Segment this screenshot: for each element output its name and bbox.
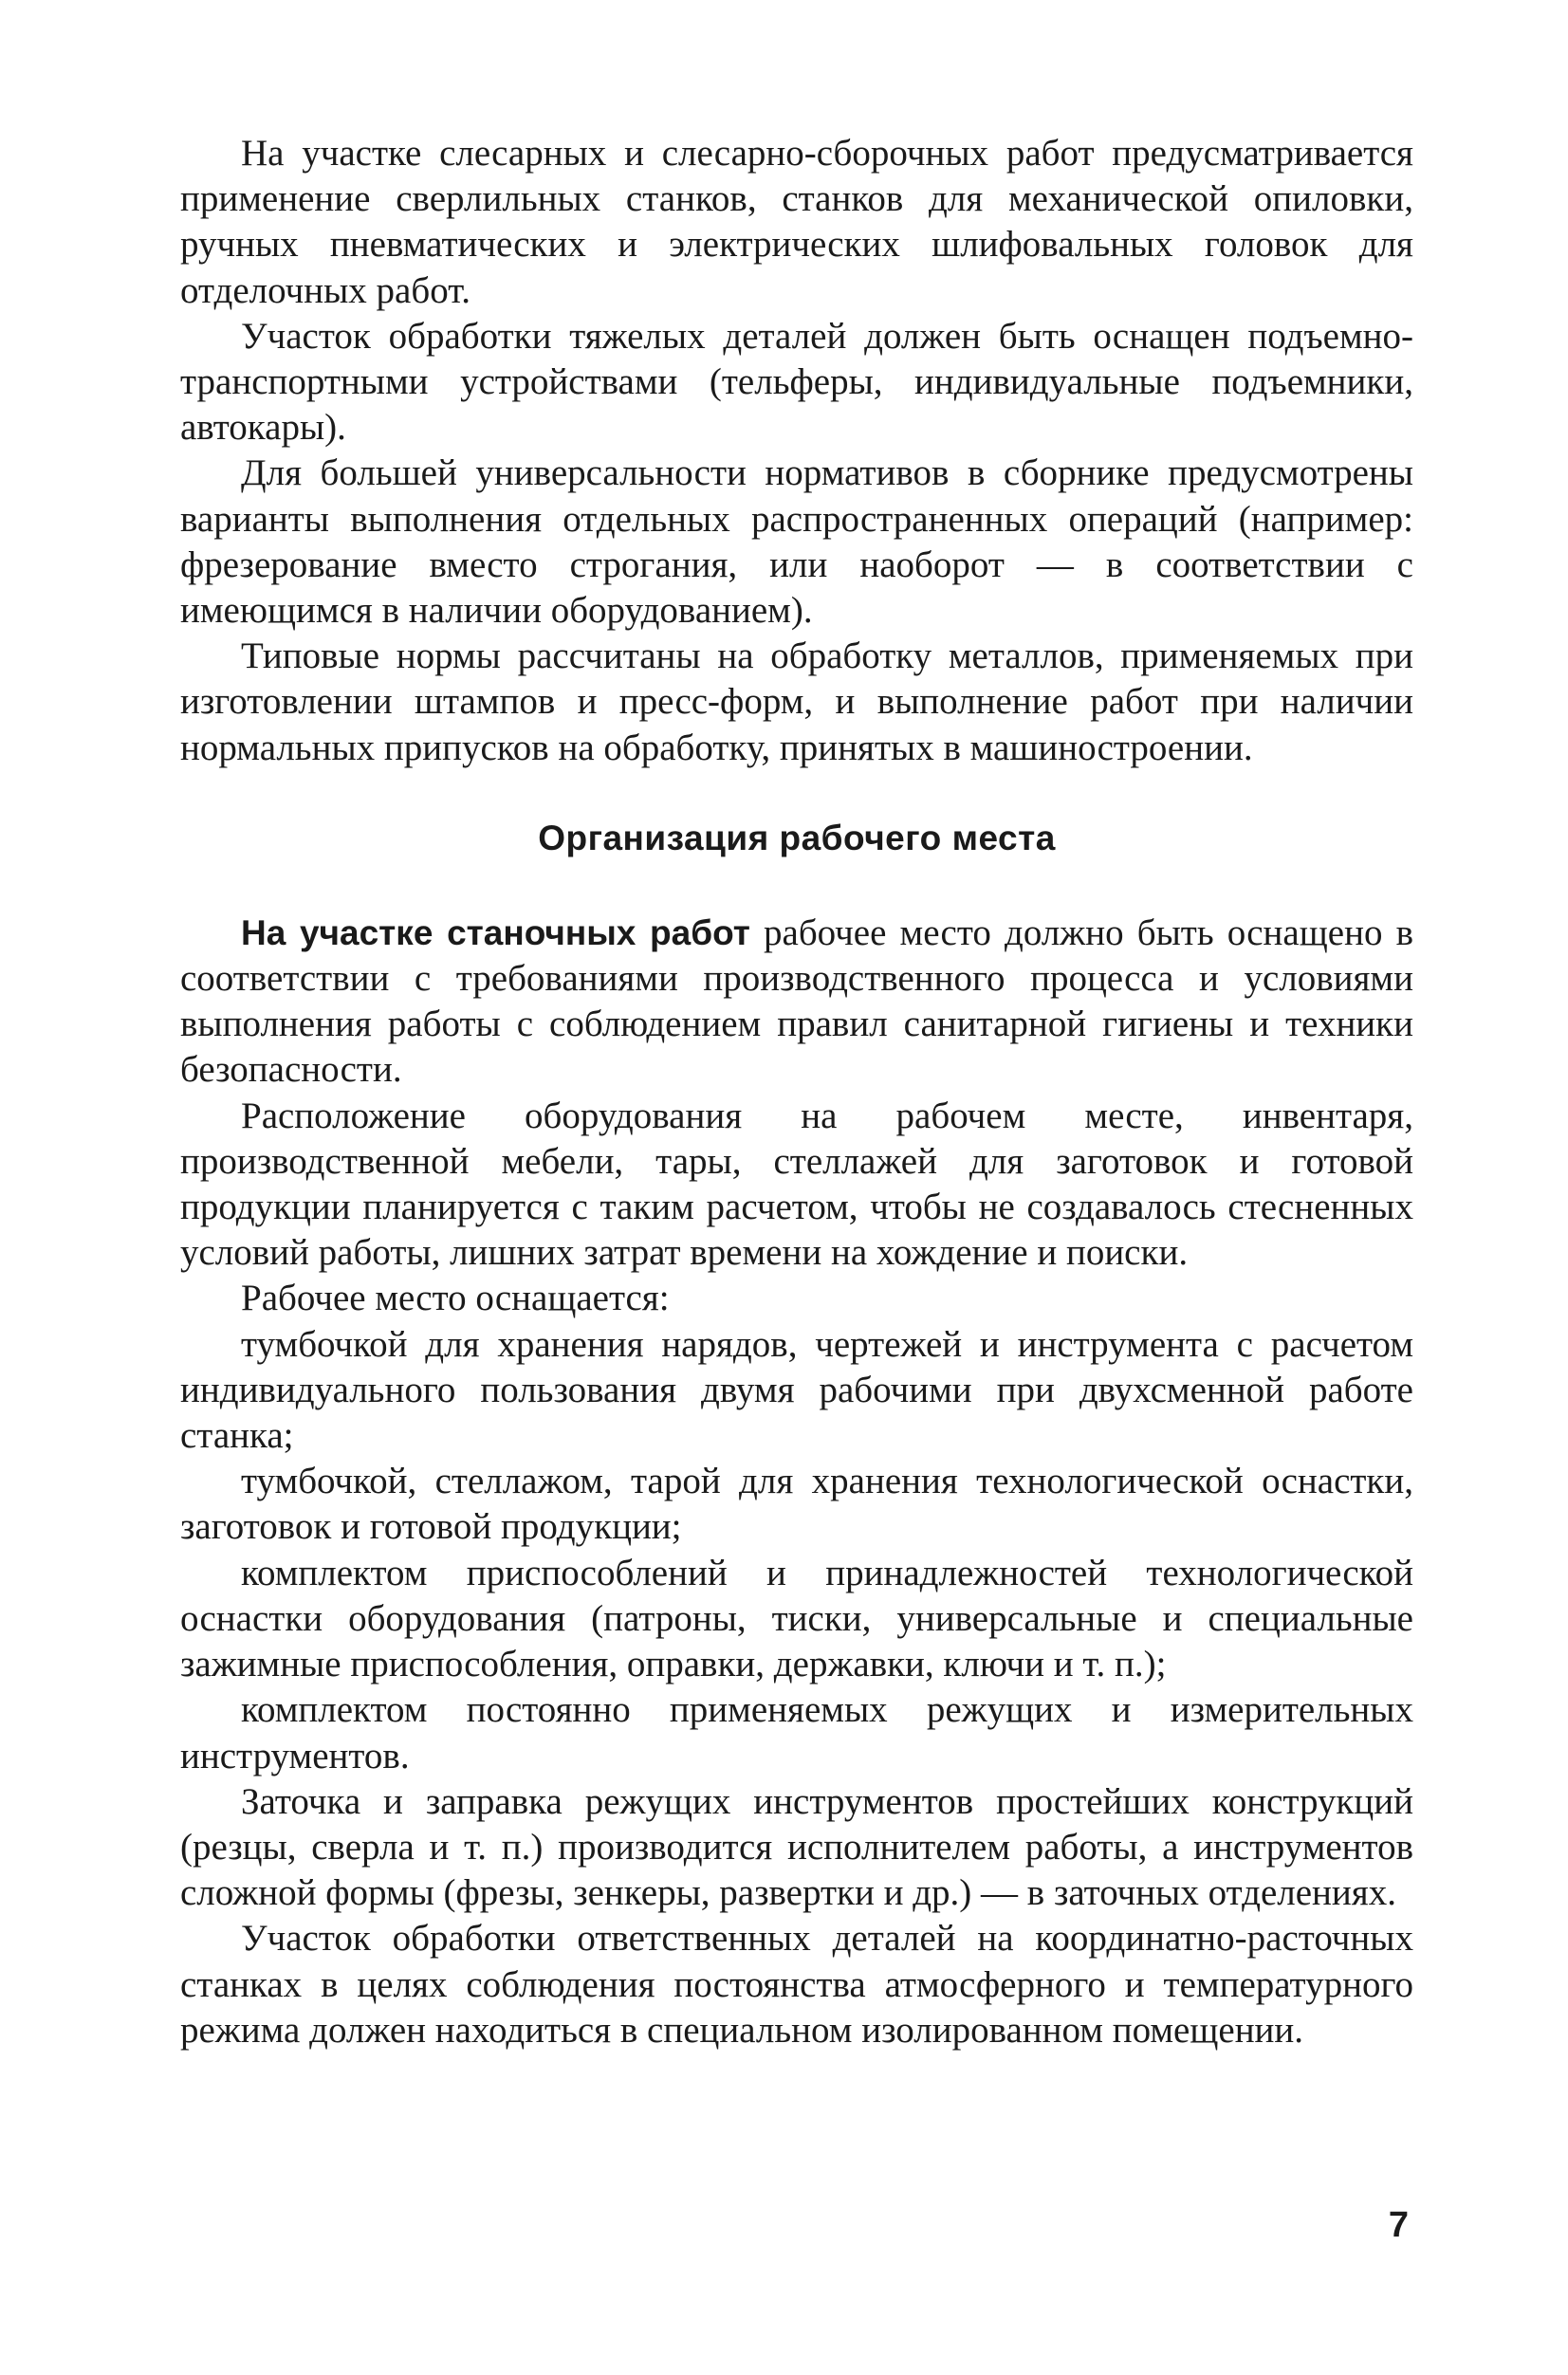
list-item-cabinet: тумбочкой для хранения нарядов, чертежей и инструмента с расчетом индивидуального пользования двумя рабочими при двухсменной работе станка; <box>180 1323 1413 1457</box>
paragraph-coordinate-boring: Участок обработки ответственных деталей на координатно-расточных станках в целях соблюдения постоянства атмосферного и температурного режима должен находиться в специальном изолированном помещении. <box>180 1918 1413 2051</box>
lead-rest-text: рабочее место должно быть оснащено в соответствии с требованиями производственного процесса и условиями выполнения работы с соблюдением правил санитарной гигиены и техники безопасности. <box>180 911 1413 1091</box>
paragraph-machine-works <box>180 911 1413 1094</box>
list-item-fixtures: комплектом приспособлений и принадлежностей технологической оснастки оборудования (патроны, тиски, универсальные и специальные зажимные приспособления, оправки, державки, ключи и т. п.); <box>180 1552 1413 1685</box>
lead-bold-phrase: На участке станочных работ <box>241 912 750 952</box>
page-number: 7 <box>1388 2205 1409 2245</box>
list-item-tools: комплектом постоянно применяемых режущих и измерительных инструментов. <box>180 1689 1413 1777</box>
paragraph-workplace-equipped: Рабочее место оснащается: <box>241 1278 670 1319</box>
page-text <box>180 131 1413 2053</box>
paragraph-typical-norms: Типовые нормы рассчитаны на обработку металлов, применяемых при изготовлении штампов и пресс-форм, и выполнение работ при наличии нормальных припусков на обработку, принятых в машиностроении. <box>180 635 1413 768</box>
paragraph-fitting-works: На участке слесарных и слесарно-сборочных работ предусматривается применение сверлильных станков, станков для механической опиловки, ручных пневматических и электрических шлифовальных головок для отделочных работ. <box>180 133 1413 311</box>
paragraph-equipment-layout: Расположение оборудования на рабочем месте, инвентаря, производственной мебели, тары, стеллажей для заготовок и готовой продукции планируется с таким расчетом, чтобы не создавалось стесненных условий работы, лишних затрат времени на хождение и поиски. <box>180 1095 1413 1274</box>
section-heading: Организация рабочего места <box>538 818 1056 857</box>
paragraph-heavy-parts: Участок обработки тяжелых деталей должен быть оснащен подъемно-транспортными устройствами (тельферы, индивидуальные подъемники, автокары). <box>180 315 1413 449</box>
paragraph-variants: Для большей универсальности нормативов в сборнике предусмотрены варианты выполнения отдельных распространенных операций (например: фрезерование вместо строгания, или наоборот — в соответствии с имеющимся в наличии оборудованием). <box>180 452 1413 632</box>
paragraph-sharpening: Заточка и заправка режущих инструментов простейших конструкций (резцы, сверла и т. п.) производится исполнителем работы, а инструментов сложной формы (фрезы, зенкеры, развертки и др.) — в заточных отделениях. <box>180 1780 1413 1914</box>
list-item-rack: тумбочкой, стеллажом, тарой для хранения технологической оснастки, заготовок и готовой продукции; <box>180 1461 1413 1548</box>
